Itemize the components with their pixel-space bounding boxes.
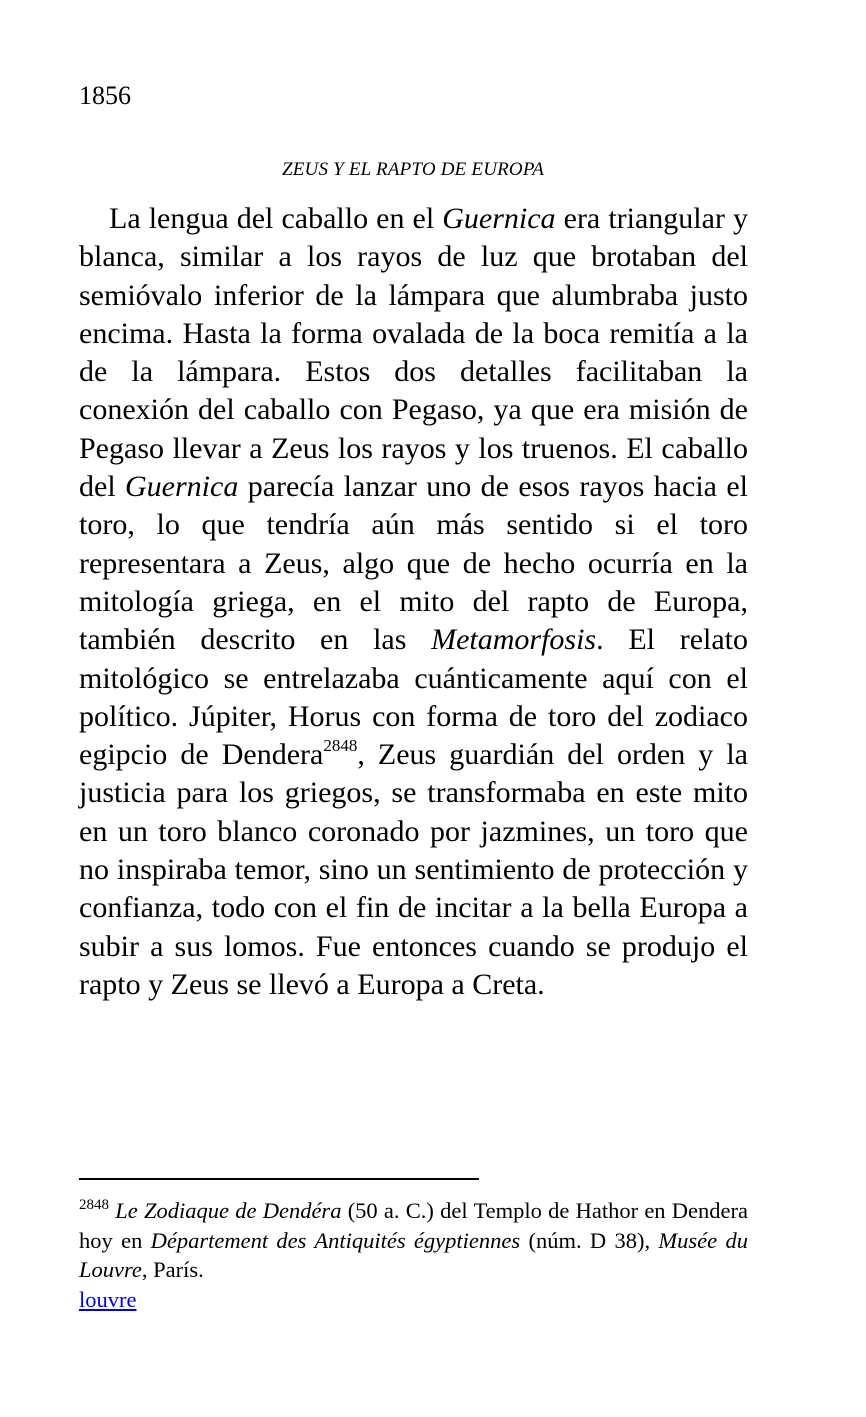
footnote-text-2: (núm. D 38), — [520, 1227, 659, 1253]
footnote-text-3: , París. — [141, 1257, 204, 1282]
body-italic-guernica-1: Guernica — [442, 202, 556, 235]
body-italic-metamorfosis: Metamorfosis — [431, 623, 597, 657]
body-text-3: parecía lanzar uno de esos rayos hacia el toro, lo que tendría aún más sentido si el toro representara a Zeus, algo que de hecho ocurría en la mitología griega, en el mito del rapto de Europa, también descrito en las — [79, 470, 748, 657]
page-number: 1856 — [79, 81, 131, 110]
footnote-text-1: (50 a. C.) del Templo de Hathor en Dendera hoy en — [79, 1198, 749, 1253]
footnote-reference[interactable]: 2848 — [323, 736, 358, 756]
running-head: ZEUS Y EL RAPTO DE EUROPA — [281, 159, 545, 180]
footnote-link-louvre[interactable]: louvre — [79, 1287, 137, 1312]
footnote-italic-musee: Musée du Louvre — [79, 1227, 748, 1282]
footnote-italic-zodiaque: Le Zodiaque de Dendéra — [115, 1198, 342, 1223]
footnote — [79, 1196, 748, 1285]
footnote-divider — [79, 1178, 479, 1180]
body-text-4: . El relato mitológico se entrelazaba cuánticamente aquí con el político. Júpiter, Horus con forma de toro del zodiaco egipcio de Dendera — [79, 623, 748, 772]
footnote-number: 2848 — [79, 1197, 109, 1213]
body-text-2: era triangular y blanca, similar a los rayos de luz que brotaban del semióvalo inferior de la lámpara que alumbraba justo encima. Hasta la forma ovalada de la boca remitía a la de la lámpara. Estos dos detalles facilitaban la conexión del caballo con Pegaso, ya que era misión de Pegaso llevar a Zeus los rayos y los truenos. El caballo del — [79, 202, 748, 504]
footnote-italic-departement: Département des Antiquités égyptiennes — [150, 1227, 521, 1253]
body-paragraph — [79, 200, 748, 1004]
body-text-5: , Zeus guardián del orden y la justicia para los griegos, se transformaba en este mito en un toro blanco coronado por jazmines, un toro que no inspiraba temor, sino un sentimiento de protección y confianza, todo con el fin de incitar a la bella Europa a subir a sus lomos. Fue entonces cuando se produjo el rapto y Zeus se llevó a Europa a Creta. — [79, 738, 748, 1001]
body-text-1: La lengua del caballo en el — [109, 202, 443, 235]
body-italic-guernica-2: Guernica — [125, 470, 239, 504]
